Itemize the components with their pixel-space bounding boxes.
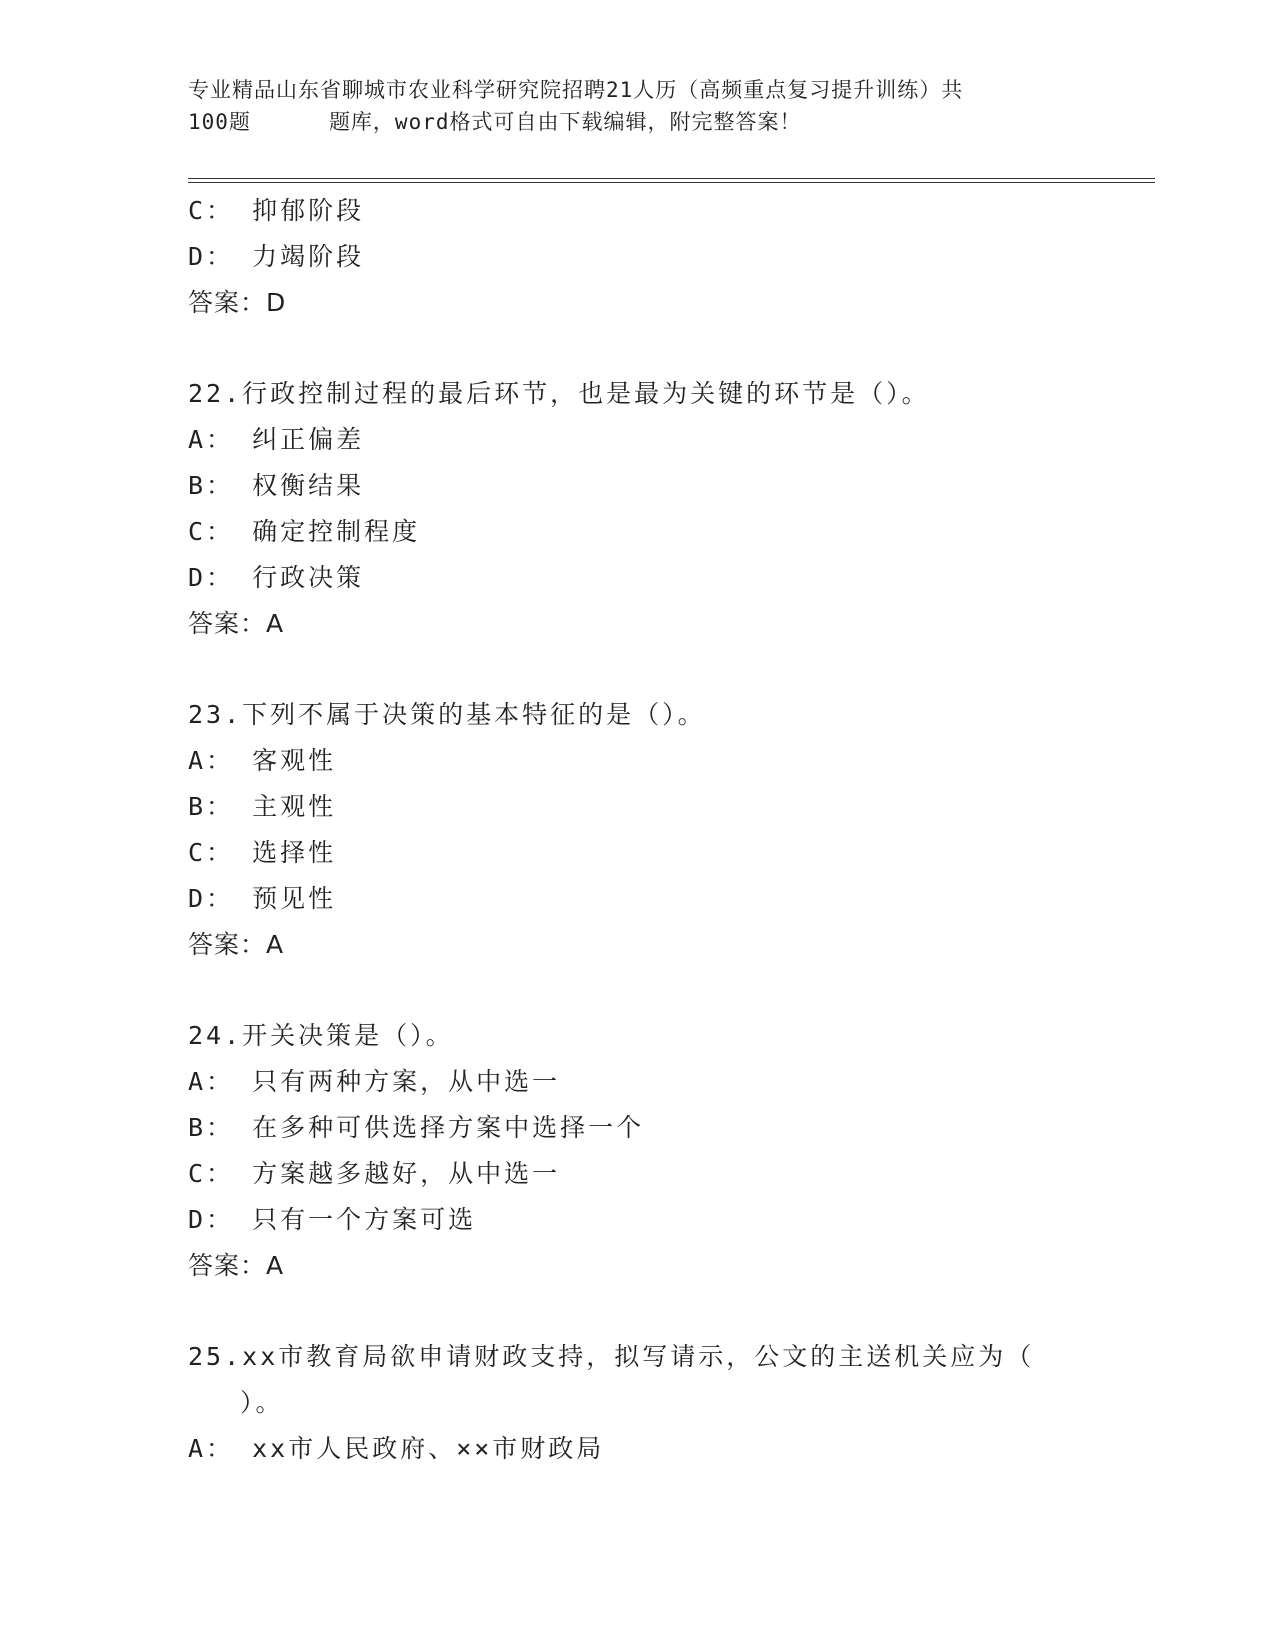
q22-option-c: C： 确定控制程度	[188, 517, 421, 546]
q23-stem: 23.下列不属于决策的基本特征的是（）。	[188, 700, 706, 729]
spacer	[188, 326, 1088, 371]
header-title-line1: 专业精品山东省聊城市农业科学研究院招聘21人历（高频重点复习提升训练）共	[188, 78, 964, 102]
q22-answer: 答案：A	[188, 609, 285, 638]
q25-stem-line2: ）。	[240, 1388, 284, 1417]
q24-option-a: A： 只有两种方案，从中选一	[188, 1067, 561, 1096]
q22-option-b: B： 权衡结果	[188, 471, 365, 500]
q22-option-d: D： 行政决策	[188, 563, 365, 592]
q21-answer: 答案：D	[188, 288, 287, 317]
header-title-line2	[188, 106, 1088, 138]
spacer	[188, 647, 1088, 692]
question-content	[188, 188, 1088, 1472]
q24-answer: 答案：A	[188, 1251, 285, 1280]
spacer	[188, 1289, 1088, 1334]
header-subtitle: 题库，word格式可自由下载编辑，附完整答案！	[328, 110, 802, 134]
q23-option-c: C： 选择性	[188, 838, 337, 867]
q22-option-a: A： 纠正偏差	[188, 425, 365, 454]
q23-answer: 答案：A	[188, 930, 285, 959]
q23-option-d: D： 预见性	[188, 884, 337, 913]
q24-option-d: D： 只有一个方案可选	[188, 1205, 477, 1234]
q23-option-a: A： 客观性	[188, 746, 337, 775]
q25-option-a: A： xx市人民政府、××市财政局	[188, 1434, 605, 1463]
q22-stem: 22.行政控制过程的最后环节，也是最为关键的环节是（）。	[188, 379, 930, 408]
q21-option-d: D： 力竭阶段	[188, 242, 365, 271]
q21-option-c: C： 抑郁阶段	[188, 196, 365, 225]
header-divider-bottom	[188, 182, 1155, 183]
q25-stem-line1: 25.xx市教育局欲申请财政支持，拟写请示，公文的主送机关应为（	[188, 1342, 1035, 1371]
header-question-count: 100题	[188, 110, 251, 134]
q24-option-c: C： 方案越多越好，从中选一	[188, 1159, 561, 1188]
spacer	[188, 968, 1088, 1013]
q24-option-b: B： 在多种可供选择方案中选择一个	[188, 1113, 645, 1142]
page-header	[188, 74, 1088, 138]
q23-option-b: B： 主观性	[188, 792, 337, 821]
q24-stem: 24.开关决策是（）。	[188, 1021, 454, 1050]
header-divider-top	[188, 178, 1155, 179]
